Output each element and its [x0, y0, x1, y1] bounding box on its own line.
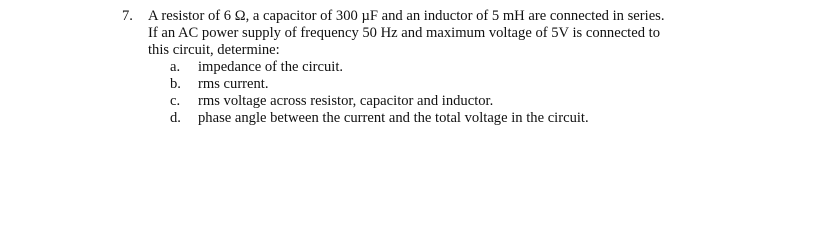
- question-part-b: [170, 76, 810, 93]
- question-line-1: A resistor of 6 Ω, a capacitor of 300 µF and an inductor of 5 mH are connected in series.: [148, 8, 665, 24]
- question-stem: [148, 8, 828, 59]
- question-parts-list: [170, 59, 810, 127]
- part-label: a.: [170, 59, 181, 75]
- part-label: b.: [170, 76, 181, 92]
- part-label: c.: [170, 93, 181, 109]
- part-label: d.: [170, 110, 181, 126]
- question-part-a: [170, 59, 810, 76]
- question-part-c: [170, 93, 810, 110]
- question-number: 7.: [122, 8, 133, 24]
- part-text: impedance of the circuit.: [198, 59, 344, 75]
- part-text: rms current.: [198, 76, 269, 92]
- question-line-3: this circuit, determine:: [148, 42, 280, 58]
- question-part-d: [170, 110, 810, 127]
- part-text: rms voltage across resistor, capacitor and inductor.: [198, 93, 494, 109]
- question-line-2: If an AC power supply of frequency 50 Hz and maximum voltage of 5V is connected to: [148, 25, 661, 41]
- part-text: phase angle between the current and the total voltage in the circuit.: [198, 110, 589, 126]
